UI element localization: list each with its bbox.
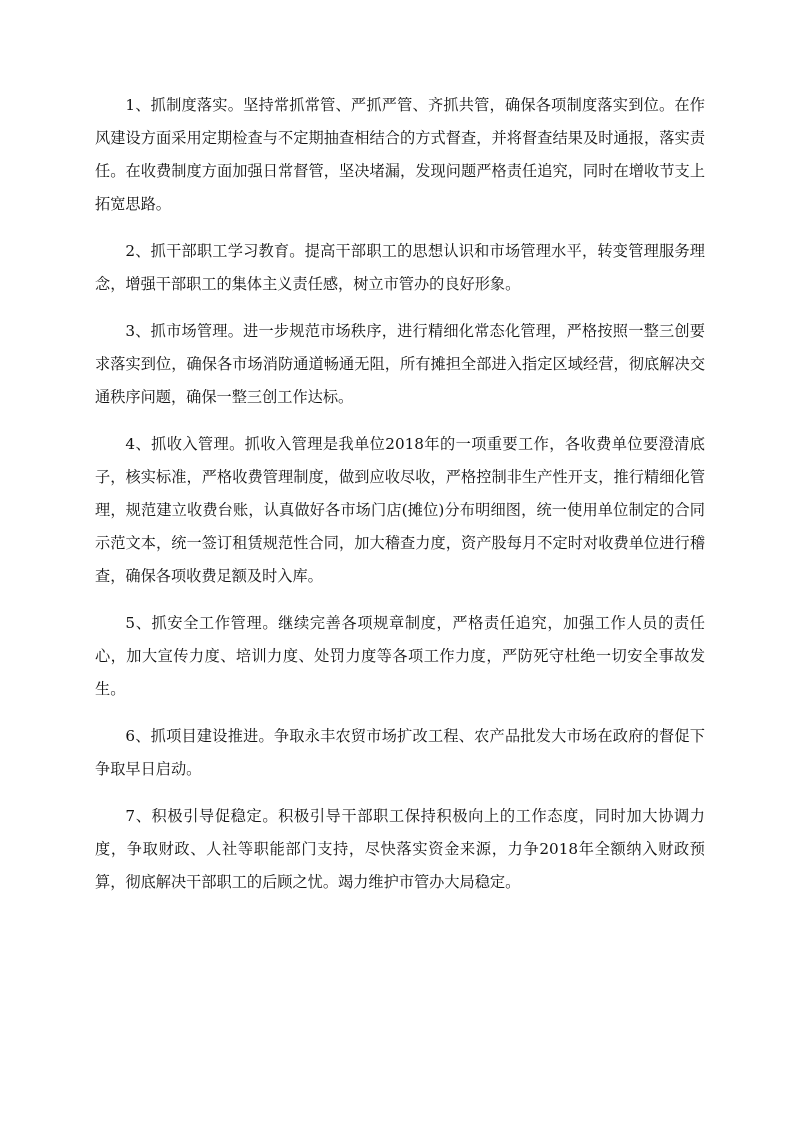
paragraph-7: 7、积极引导促稳定。积极引导干部职工保持积极向上的工作态度，同时加大协调力度，争取财政、人社等职能部门支持，尽快落实资金来源，力争2018年全额纳入财政预算，彻底解决干部职工的后顾之忧。竭力维护市管办大局稳定。 [95, 807, 705, 891]
paragraph-6: 6、抓项目建设推进。争取永丰农贸市场扩改工程、农产品批发大市场在政府的督促下争取早日启动。 [95, 727, 705, 778]
document-body [95, 89, 705, 913]
paragraph-2: 2、抓干部职工学习教育。提高干部职工的思想认识和市场管理水平，转变管理服务理念，增强干部职工的集体主义责任感，树立市管办的良好形象。 [95, 242, 705, 293]
paragraph-4: 4、抓收入管理。抓收入管理是我单位2018年的一项重要工作，各收费单位要澄清底子，核实标准，严格收费管理制度，做到应收尽收，严格控制非生产性开支，推行精细化管理，规范建立收费台账，认真做好各市场门店(摊位)分布明细图，统一使用单位制定的合同示范文本，统一签订租赁规范性合同，加大稽查力度，资产股每月不定时对收费单位进行稽查，确保各项收费足额及时入库。 [95, 435, 705, 585]
paragraph-5: 5、抓安全工作管理。继续完善各项规章制度，严格责任追究，加强工作人员的责任心，加大宣传力度、培训力度、处罚力度等各项工作力度，严防死守杜绝一切安全事故发生。 [95, 614, 705, 698]
paragraph-3: 3、抓市场管理。进一步规范市场秩序，进行精细化常态化管理，严格按照一整三创要求落实到位，确保各市场消防通道畅通无阻，所有摊担全部进入指定区域经营，彻底解决交通秩序问题，确保一整三创工作达标。 [95, 322, 705, 406]
paragraph-1: 1、抓制度落实。坚持常抓常管、严抓严管、齐抓共管，确保各项制度落实到位。在作风建设方面采用定期检查与不定期抽查相结合的方式督查，并将督查结果及时通报，落实责任。在收费制度方面加强日常督管，坚决堵漏，发现问题严格责任追究，同时在增收节支上拓宽思路。 [95, 96, 705, 213]
